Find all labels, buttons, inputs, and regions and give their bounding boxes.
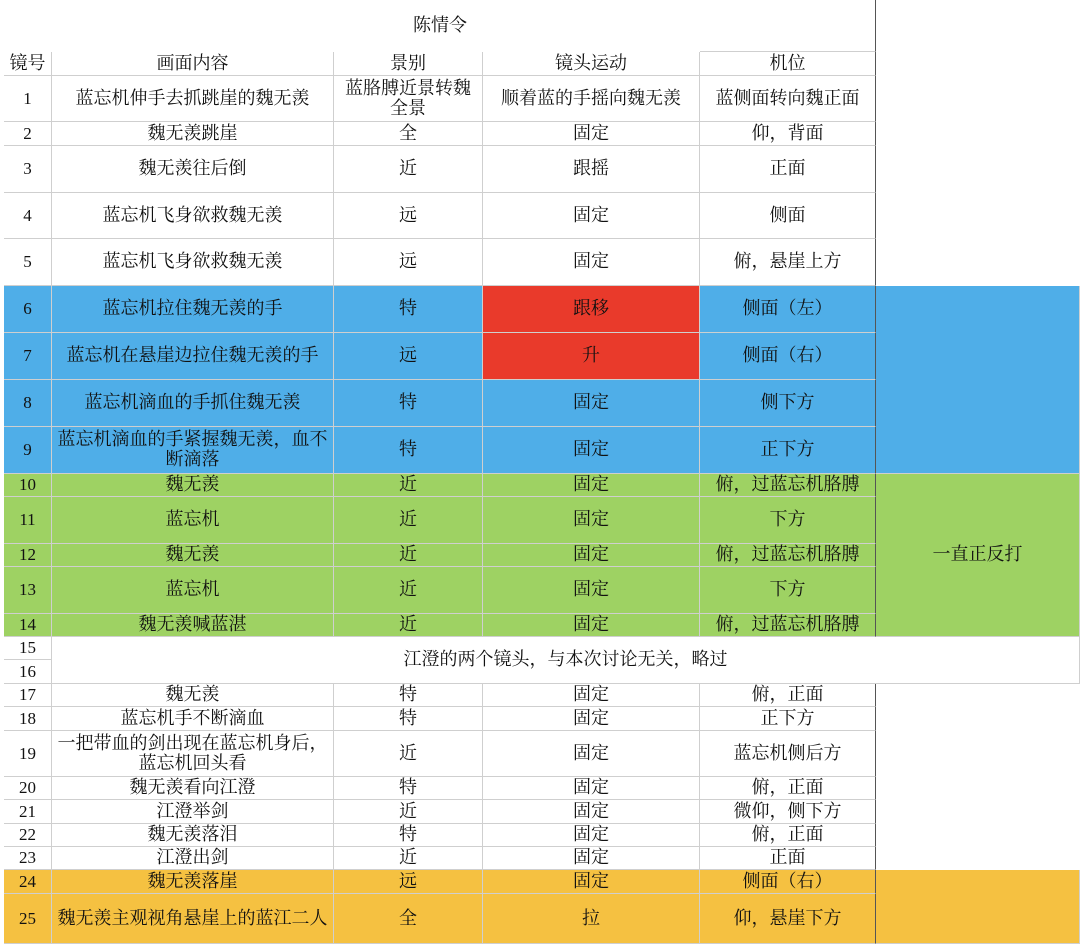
camera-movement: 固定 [483, 567, 700, 614]
shot-size: 全 [334, 894, 483, 944]
camera-position: 蓝侧面转向魏正面 [700, 76, 876, 122]
shot-number: 6 [4, 286, 52, 333]
camera-position: 仰，悬崖下方 [700, 894, 876, 944]
frame-content: 魏无羡看向江澄 [52, 777, 334, 800]
frame-content: 魏无羡 [52, 684, 334, 707]
shot-size: 特 [334, 684, 483, 707]
shot-size: 近 [334, 474, 483, 497]
camera-position: 俯，过蓝忘机胳膊 [700, 614, 876, 637]
shot-reverse-shot-note: 一直正反打 [876, 474, 1080, 637]
shot-size: 近 [334, 146, 483, 193]
camera-movement: 跟移 [483, 286, 700, 333]
shot-size: 特 [334, 824, 483, 847]
camera-position: 俯，过蓝忘机胳膊 [700, 474, 876, 497]
camera-position: 侧下方 [700, 380, 876, 427]
frame-content: 蓝忘机伸手去抓跳崖的魏无羡 [52, 76, 334, 122]
camera-movement: 固定 [483, 777, 700, 800]
camera-movement: 固定 [483, 122, 700, 146]
shot-size: 近 [334, 614, 483, 637]
extra-column-cell [876, 52, 1080, 76]
shot-number: 14 [4, 614, 52, 637]
camera-movement: 固定 [483, 497, 700, 544]
shot-number: 12 [4, 544, 52, 567]
camera-movement: 固定 [483, 474, 700, 497]
frame-content: 蓝忘机 [52, 567, 334, 614]
frame-content: 蓝忘机 [52, 497, 334, 544]
shot-size: 远 [334, 333, 483, 380]
shot-size: 近 [334, 800, 483, 824]
shot-number: 3 [4, 146, 52, 193]
shot-size: 特 [334, 380, 483, 427]
shot-number: 21 [4, 800, 52, 824]
shot-number: 2 [4, 122, 52, 146]
camera-position: 正面 [700, 847, 876, 870]
shot-number: 11 [4, 497, 52, 544]
extra-column-cell [876, 286, 1080, 474]
sheet-title: 陈情令 [413, 15, 467, 36]
shot-number: 20 [4, 777, 52, 800]
camera-movement: 固定 [483, 824, 700, 847]
frame-content: 魏无羡往后倒 [52, 146, 334, 193]
camera-position: 侧面（左） [700, 286, 876, 333]
shot-number: 5 [4, 239, 52, 286]
camera-position: 俯，悬崖上方 [700, 239, 876, 286]
shot-number: 1 [4, 76, 52, 122]
column-header: 镜头运动 [483, 52, 700, 76]
shot-size: 远 [334, 193, 483, 239]
shot-number: 23 [4, 847, 52, 870]
shot-size: 近 [334, 497, 483, 544]
frame-content: 江澄出剑 [52, 847, 334, 870]
frame-content: 魏无羡落崖 [52, 870, 334, 894]
camera-position: 正下方 [700, 427, 876, 474]
camera-position: 微仰，侧下方 [700, 800, 876, 824]
shot-size: 远 [334, 239, 483, 286]
column-header: 镜号 [4, 52, 52, 76]
shot-size: 特 [334, 707, 483, 731]
camera-position: 俯，过蓝忘机胳膊 [700, 544, 876, 567]
shot-number: 16 [4, 660, 52, 684]
camera-position: 俯，正面 [700, 824, 876, 847]
shot-number: 9 [4, 427, 52, 474]
frame-content: 魏无羡落泪 [52, 824, 334, 847]
shot-number: 8 [4, 380, 52, 427]
camera-movement: 升 [483, 333, 700, 380]
camera-movement: 拉 [483, 894, 700, 944]
shot-size: 近 [334, 544, 483, 567]
camera-position: 侧面（右） [700, 333, 876, 380]
title-blank-cell [700, 0, 876, 52]
shot-number: 24 [4, 870, 52, 894]
extra-column-cell [876, 684, 1080, 870]
frame-content: 蓝忘机拉住魏无羡的手 [52, 286, 334, 333]
camera-movement: 跟摇 [483, 146, 700, 193]
shot-number: 19 [4, 731, 52, 777]
shot-size: 特 [334, 427, 483, 474]
frame-content: 蓝忘机滴血的手抓住魏无羡 [52, 380, 334, 427]
camera-position: 俯，正面 [700, 777, 876, 800]
shot-size: 特 [334, 777, 483, 800]
camera-position: 正下方 [700, 707, 876, 731]
camera-position: 俯，正面 [700, 684, 876, 707]
frame-content: 蓝忘机飞身欲救魏无羡 [52, 239, 334, 286]
shot-number: 4 [4, 193, 52, 239]
frame-content: 魏无羡主观视角悬崖上的蓝江二人 [52, 894, 334, 944]
frame-content: 江澄举剑 [52, 800, 334, 824]
frame-content: 蓝忘机在悬崖边拉住魏无羡的手 [52, 333, 334, 380]
frame-content: 魏无羡喊蓝湛 [52, 614, 334, 637]
camera-movement: 顺着蓝的手摇向魏无羡 [483, 76, 700, 122]
shot-number: 15 [4, 637, 52, 660]
camera-position: 仰，背面 [700, 122, 876, 146]
camera-movement: 固定 [483, 847, 700, 870]
shot-number: 7 [4, 333, 52, 380]
column-header: 景别 [334, 52, 483, 76]
camera-movement: 固定 [483, 239, 700, 286]
camera-movement: 固定 [483, 544, 700, 567]
column-header: 画面内容 [52, 52, 334, 76]
shot-number: 25 [4, 894, 52, 944]
camera-position: 蓝忘机侧后方 [700, 731, 876, 777]
camera-position: 侧面（右） [700, 870, 876, 894]
camera-movement: 固定 [483, 731, 700, 777]
camera-movement: 固定 [483, 193, 700, 239]
shot-size: 远 [334, 870, 483, 894]
shot-size: 近 [334, 731, 483, 777]
camera-position: 正面 [700, 146, 876, 193]
shot-size: 近 [334, 847, 483, 870]
camera-movement: 固定 [483, 800, 700, 824]
shot-number: 22 [4, 824, 52, 847]
skip-note: 江澄的两个镜头，与本次讨论无关，略过 [52, 637, 1080, 684]
shot-number: 17 [4, 684, 52, 707]
frame-content: 一把带血的剑出现在蓝忘机身后，蓝忘机回头看 [52, 731, 334, 777]
shot-number: 13 [4, 567, 52, 614]
shot-size: 特 [334, 286, 483, 333]
extra-column-cell [876, 870, 1080, 944]
shot-size: 近 [334, 567, 483, 614]
camera-position: 下方 [700, 567, 876, 614]
camera-position: 侧面 [700, 193, 876, 239]
frame-content: 魏无羡 [52, 544, 334, 567]
frame-content: 蓝忘机滴血的手紧握魏无羡，血不断滴落 [52, 427, 334, 474]
shot-size: 全 [334, 122, 483, 146]
frame-content: 魏无羡跳崖 [52, 122, 334, 146]
camera-movement: 固定 [483, 427, 700, 474]
camera-movement: 固定 [483, 707, 700, 731]
column-header: 机位 [700, 52, 876, 76]
shot-number: 18 [4, 707, 52, 731]
camera-position: 下方 [700, 497, 876, 544]
camera-movement: 固定 [483, 380, 700, 427]
shot-number: 10 [4, 474, 52, 497]
frame-content: 蓝忘机飞身欲救魏无羡 [52, 193, 334, 239]
frame-content: 蓝忘机手不断滴血 [52, 707, 334, 731]
frame-content: 魏无羡 [52, 474, 334, 497]
camera-movement: 固定 [483, 614, 700, 637]
camera-movement: 固定 [483, 870, 700, 894]
camera-movement: 固定 [483, 684, 700, 707]
extra-column-cell [876, 76, 1080, 286]
shot-size: 蓝胳膊近景转魏全景 [334, 76, 483, 122]
